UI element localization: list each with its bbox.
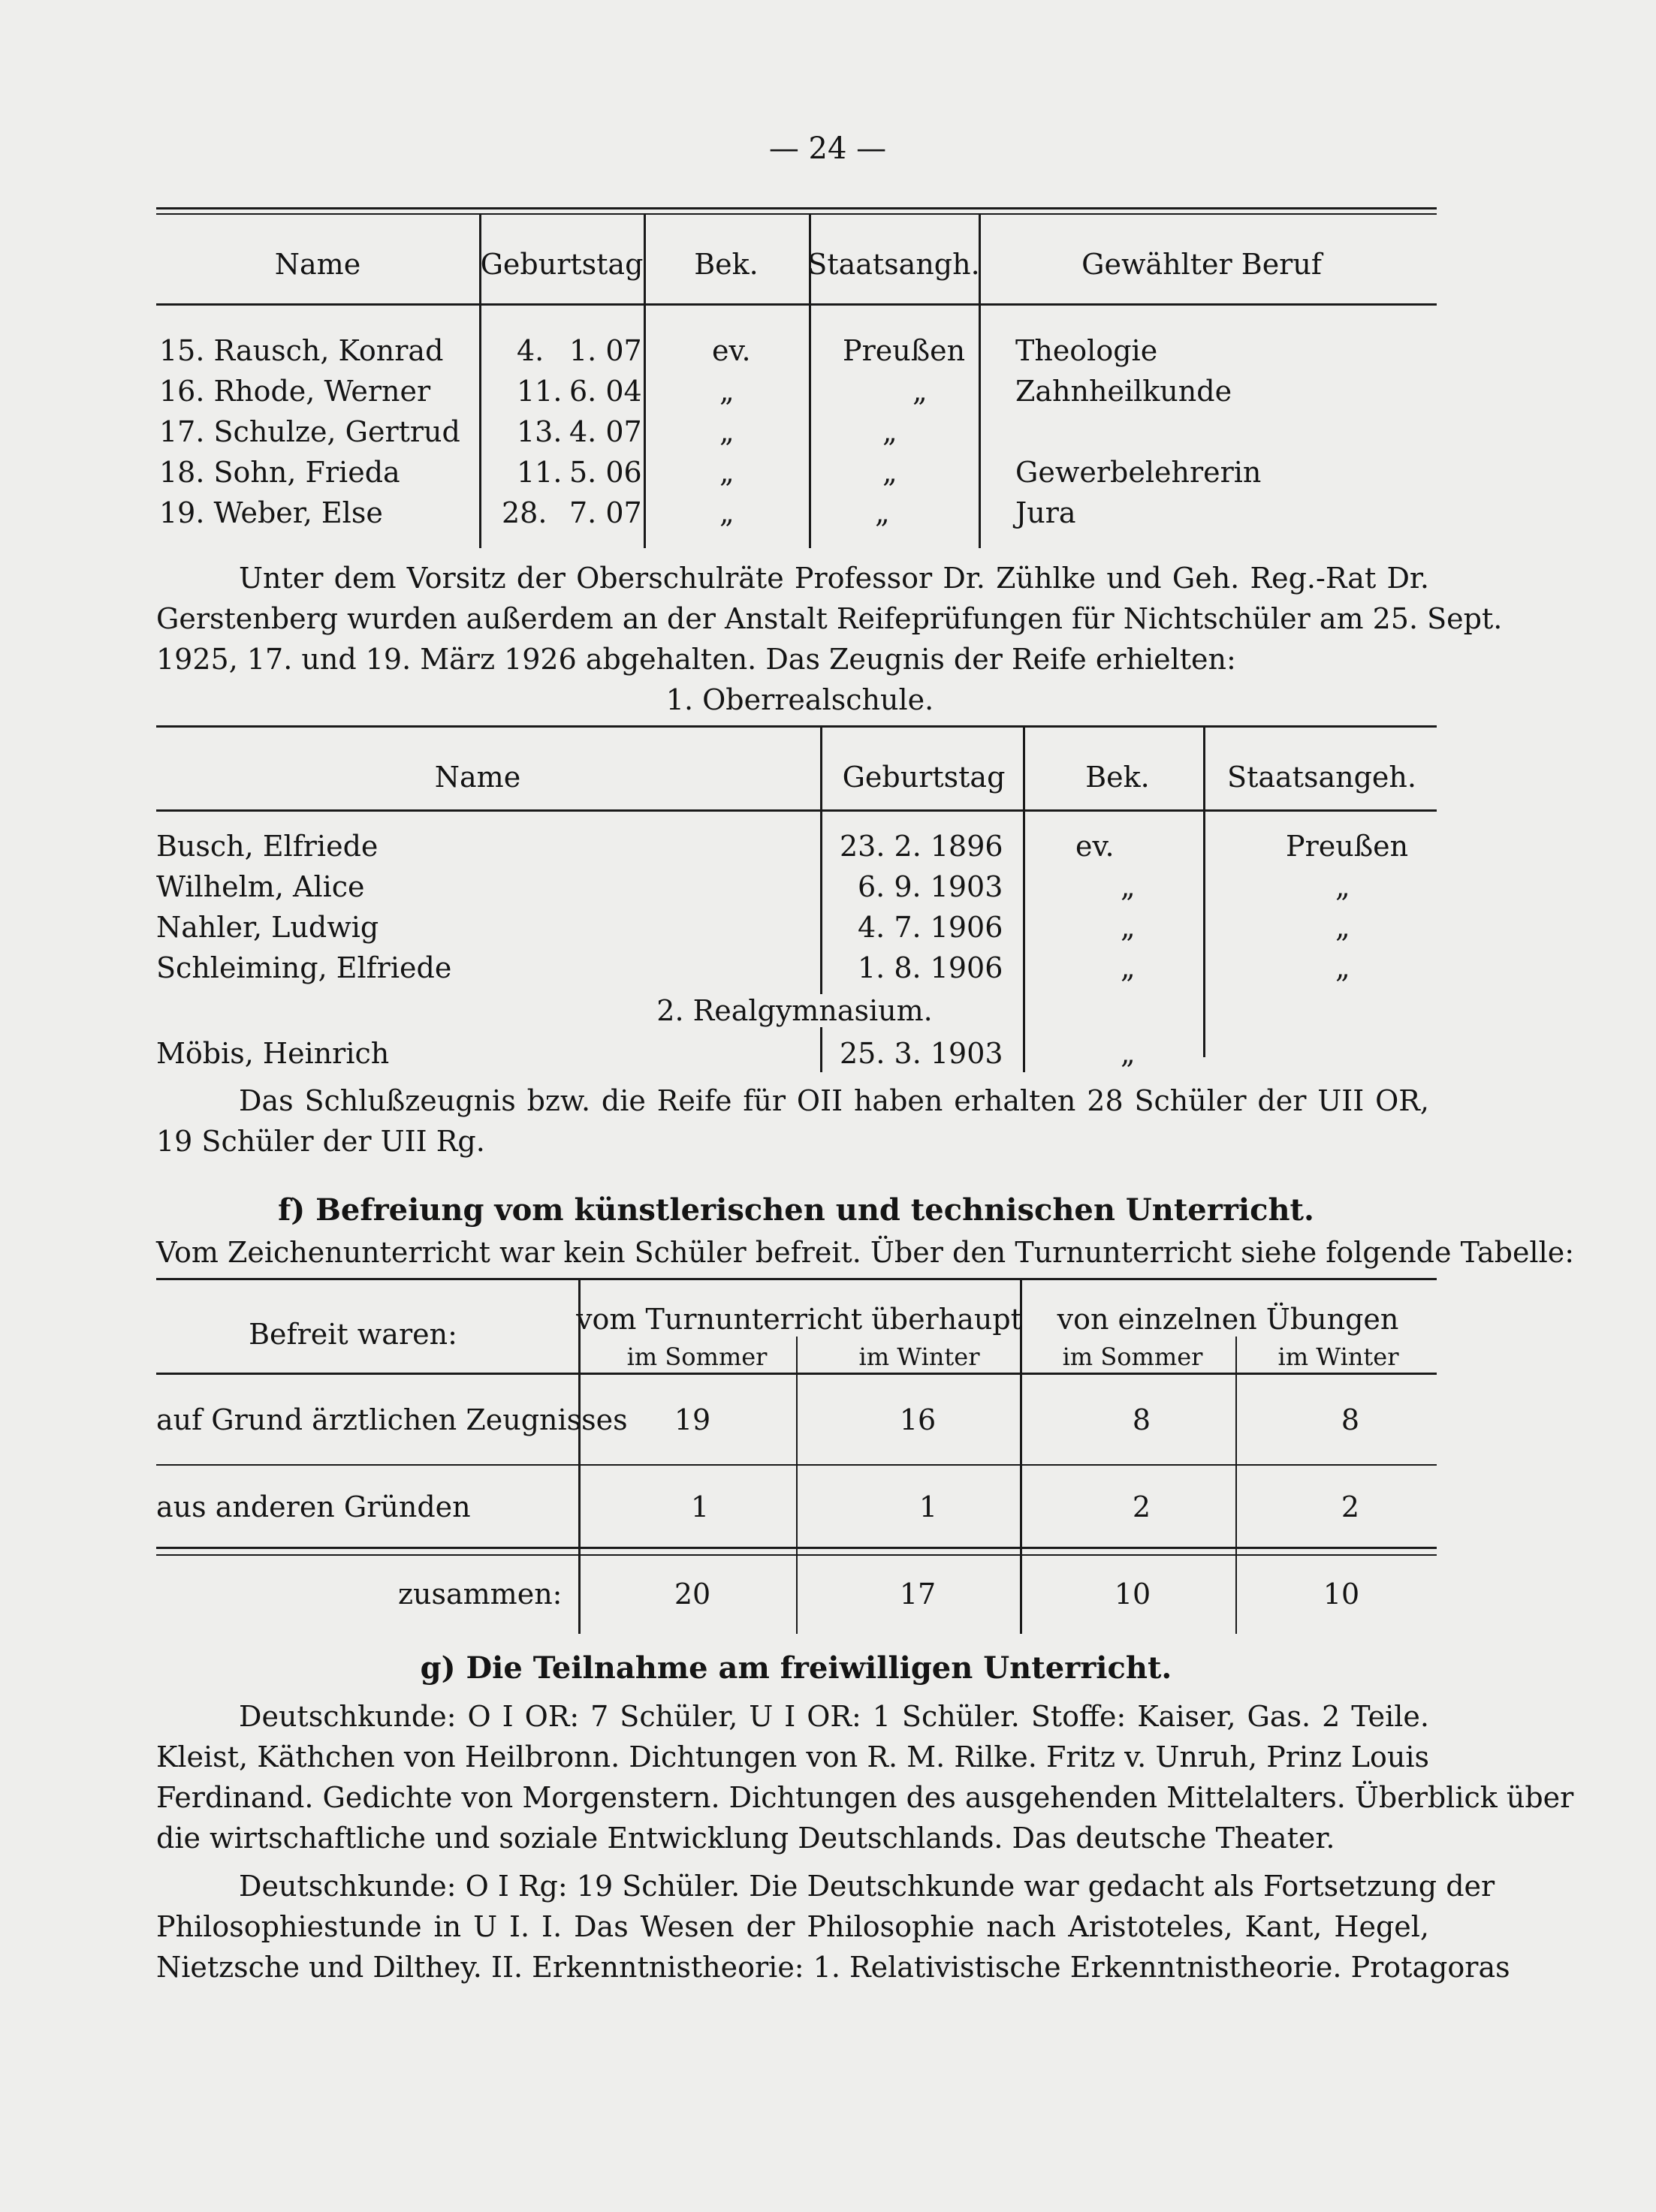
row-date: 23. 2. 1896 <box>840 830 1003 863</box>
row-name: Busch, Elfriede <box>156 830 379 863</box>
row-bek: „ <box>1121 911 1136 944</box>
row-value: 1 <box>690 1490 710 1523</box>
row-date: 7. 07 <box>569 496 642 529</box>
row-date: 1. 8. 1906 <box>858 951 1003 984</box>
section-g-heading: g) Die Teilnahme am freiwilligen Unterricht. <box>420 1650 1172 1686</box>
text-line: Kleist, Käthchen von Heilbronn. Dichtungen von R. M. Rilke. Fritz v. Unruh, Prinz Louis <box>156 1740 1429 1774</box>
row-staat: „ <box>882 456 897 489</box>
row-name: Möbis, Heinrich <box>156 1037 390 1070</box>
table1-header-name: Name <box>274 248 361 281</box>
text-line: Das Schlußzeugnis bzw. die Reife für OII haben erhalten 28 Schüler der UII OR, <box>239 1084 1429 1117</box>
row-name: 19. Weber, Else <box>159 496 383 529</box>
row-value: 8 <box>1132 1403 1151 1436</box>
table2-header-name: Name <box>434 761 521 794</box>
table3-row-header: Befreit waren: <box>249 1318 457 1351</box>
row-value: 10 <box>1114 1578 1151 1611</box>
row-label: auf Grund ärztlichen Zeugnisses <box>156 1403 628 1436</box>
row-day: 11. <box>517 375 563 408</box>
text-line: Unter dem Vorsitz der Oberschulräte Professor Dr. Zühlke und Geh. Reg.-Rat Dr. <box>239 562 1429 595</box>
text-line: Philosophiestunde in U I. I. Das Wesen der Philosophie nach Aristoteles, Kant, Hegel, <box>156 1910 1429 1943</box>
row-value: 2 <box>1341 1490 1360 1523</box>
row-date: 6. 04 <box>569 375 642 408</box>
school-heading-oberrealschule: 1. Oberrealschule. <box>665 683 934 716</box>
table1-header-geburtstag: Geburtstag <box>480 248 644 281</box>
row-name: Schleiming, Elfriede <box>156 951 452 984</box>
table1-header-bek: Bek. <box>694 248 759 281</box>
row-staat: „ <box>1335 951 1350 984</box>
row-bek: „ <box>719 456 734 489</box>
text-line: Nietzsche und Dilthey. II. Erkenntnistheorie: 1. Relativistische Erkenntnistheorie. Protagoras <box>156 1951 1510 1984</box>
row-staat: „ <box>912 375 928 408</box>
row-staat: „ <box>875 496 890 529</box>
row-beruf: Theologie <box>1015 334 1158 367</box>
row-date: 6. 9. 1903 <box>858 870 1003 903</box>
section-f-heading: f) Befreiung vom künstlerischen und technischen Unterricht. <box>278 1192 1314 1228</box>
row-name: Nahler, Ludwig <box>156 911 379 944</box>
row-value: 20 <box>674 1578 711 1611</box>
row-date: 1. 07 <box>569 334 642 367</box>
text-line: 19 Schüler der UII Rg. <box>156 1125 485 1158</box>
table1-header-staat: Staatsangh. <box>807 248 980 281</box>
row-name: 18. Sohn, Frieda <box>159 456 400 489</box>
row-staat: „ <box>1335 870 1350 903</box>
row-bek: „ <box>1121 1037 1136 1070</box>
row-name: 15. Rausch, Konrad <box>159 334 444 367</box>
text-line: Ferdinand. Gedichte von Morgenstern. Dichtungen des ausgehenden Mittelalters. Überblick über <box>156 1781 1574 1814</box>
table3-group-uebungen: von einzelnen Übungen <box>1057 1303 1399 1336</box>
row-day: 4. <box>517 334 544 367</box>
table2-header-bek: Bek. <box>1085 761 1150 794</box>
row-staat: Preußen <box>1286 830 1409 863</box>
row-value: 1 <box>918 1490 938 1523</box>
row-value: 19 <box>674 1403 711 1436</box>
row-beruf: Zahnheilkunde <box>1015 375 1232 408</box>
row-value: 8 <box>1341 1403 1360 1436</box>
row-bek: „ <box>719 375 734 408</box>
page-number: — 24 — <box>768 131 887 166</box>
table3-sub-winter-1: im Winter <box>858 1343 980 1371</box>
row-bek: ev. <box>1075 830 1115 863</box>
text-line: die wirtschaftliche und soziale Entwicklung Deutschlands. Das deutsche Theater. <box>156 1822 1335 1855</box>
text-line: Gerstenberg wurden außerdem an der Anstalt Reifeprüfungen für Nichtschüler am 25. Sept. <box>156 602 1503 635</box>
row-date: 4. 7. 1906 <box>858 911 1003 944</box>
row-day: 28. <box>502 496 547 529</box>
table2-header-staat: Staatsangeh. <box>1227 761 1416 794</box>
row-day: 11. <box>517 456 563 489</box>
row-beruf: Jura <box>1015 496 1076 529</box>
table3-sub-sommer-1: im Sommer <box>626 1343 768 1371</box>
school-heading-realgymnasium: 2. Realgymnasium. <box>647 994 941 1027</box>
row-date: 25. 3. 1903 <box>840 1037 1003 1070</box>
row-value: 16 <box>899 1403 937 1436</box>
table3-sub-winter-2: im Winter <box>1277 1343 1399 1371</box>
row-bek: „ <box>719 496 734 529</box>
row-bek: „ <box>1121 870 1136 903</box>
text-line: Deutschkunde: O I Rg: 19 Schüler. Die Deutschkunde war gedacht als Fortsetzung der <box>239 1870 1495 1903</box>
row-bek: ev. <box>712 334 751 367</box>
row-name: 17. Schulze, Gertrud <box>159 415 460 448</box>
table1-header-beruf: Gewählter Beruf <box>1081 248 1322 281</box>
text-line: Deutschkunde: O I OR: 7 Schüler, U I OR: 1 Schüler. Stoffe: Kaiser, Gas. 2 Teile. <box>239 1700 1429 1733</box>
row-staat: „ <box>882 415 897 448</box>
row-value: 2 <box>1132 1490 1151 1523</box>
row-label: zusammen: <box>398 1578 563 1611</box>
row-value: 17 <box>899 1578 937 1611</box>
table2-header-geburtstag: Geburtstag <box>842 761 1006 794</box>
row-name: 16. Rhode, Werner <box>159 375 431 408</box>
row-day: 13. <box>517 415 563 448</box>
row-beruf: Gewerbelehrerin <box>1015 456 1262 489</box>
row-label: aus anderen Gründen <box>156 1490 471 1523</box>
row-bek: „ <box>719 415 734 448</box>
section-f-text: Vom Zeichenunterricht war kein Schüler befreit. Über den Turnunterricht siehe folgende Tabelle: <box>156 1236 1575 1269</box>
table3-sub-sommer-2: im Sommer <box>1062 1343 1203 1371</box>
row-bek: „ <box>1121 951 1136 984</box>
table3-group-turnunterricht: vom Turnunterricht überhaupt <box>576 1303 1022 1336</box>
row-staat: Preußen <box>843 334 966 367</box>
row-value: 10 <box>1323 1578 1360 1611</box>
row-name: Wilhelm, Alice <box>156 870 365 903</box>
text-line: 1925, 17. und 19. März 1926 abgehalten. Das Zeugnis der Reife erhielten: <box>156 643 1236 676</box>
row-staat: „ <box>1335 911 1350 944</box>
row-date: 4. 07 <box>569 415 642 448</box>
row-date: 5. 06 <box>569 456 642 489</box>
